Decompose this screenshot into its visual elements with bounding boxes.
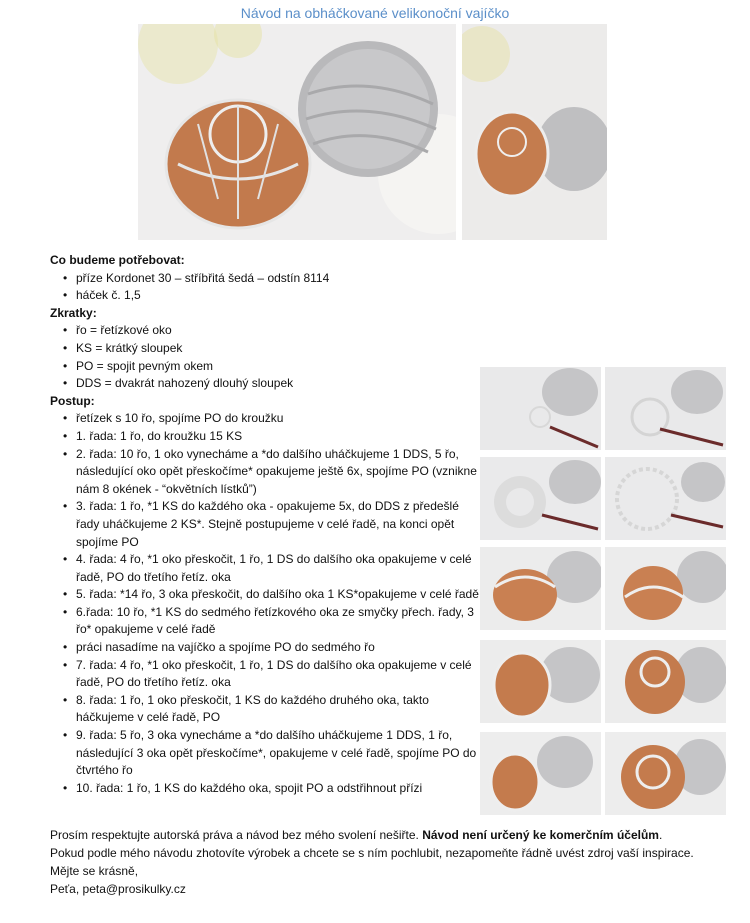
step-photo-10	[605, 732, 726, 815]
step-photo-2	[605, 367, 726, 450]
list-item: • řetízek s 10 řo, spojíme PO do kroužku	[76, 410, 480, 428]
list-item: • 10. řada: 1 řo, 1 KS do každého oka, spojit PO a odstřihnout přízi	[76, 780, 480, 798]
step-photo-5	[480, 547, 601, 630]
hero-photo-egg-and-yarn	[138, 24, 456, 240]
procedure-heading: Postup:	[50, 393, 95, 408]
list-item: • 5. řada: *14 řo, 3 oka přeskočit, do dalšího oka 1 KS*opakujeme v celé řadě	[76, 586, 480, 604]
materials-list	[50, 270, 480, 305]
instructions	[50, 252, 480, 797]
list-item: • 2. řada: 10 řo, 1 oko vynecháme a *do dalšího uháčkujeme 1 DDS, 5 řo, následující oko opět přeskočíme* opakujeme ještě 6x, spojíme PO (vznikne nám 8 okének - “okvětních lístků”)	[76, 446, 480, 499]
attribution-note: Pokud podle mého návodu zhotovíte výrobek a chcete se s ním pochlubit, nezapomeňte řádně uvést zdroj vaší inspirace.	[50, 846, 694, 860]
step-photo-4	[605, 457, 726, 540]
list-item: • 4. řada: 4 řo, *1 oko přeskočit, 1 řo, 1 DS do dalšího oka opakujeme v celé řadě, PO do třetího řetíz. oka	[76, 551, 480, 586]
step-photo-8	[605, 640, 726, 723]
materials-heading: Co budeme potřebovat:	[50, 253, 185, 267]
abbreviations-list	[50, 322, 480, 392]
step-photo-7	[480, 640, 601, 723]
copyright-end: .	[658, 828, 663, 842]
list-item: • 6.řada: 10 řo, *1 KS do sedmého řetízkového oka ze smyčky přech. řady, 3 řo* opakujeme v celé řadě	[76, 604, 480, 639]
step-photo-1	[480, 367, 601, 450]
list-item: • háček č. 1,5	[76, 287, 480, 305]
list-item: • příze Kordonet 30 – stříbřitá šedá – odstín 8114	[76, 270, 480, 288]
hero-photo-egg-small	[462, 24, 607, 240]
list-item: • PO = spojit pevným okem	[76, 358, 480, 376]
greeting: Mějte se krásně,	[50, 864, 139, 878]
signature: Peťa, peta@prosikulky.cz	[50, 882, 186, 896]
copyright-note	[50, 826, 730, 844]
list-item: • 7. řada: 4 řo, *1 oko přeskočit, 1 řo, 1 DS do dalšího oka opakujeme v celé řadě, PO do třetího řetíz. oka	[76, 657, 480, 692]
list-item: • 9. řada: 5 řo, 3 oka vynecháme a *do dalšího uháčkujeme 1 DDS, 1 řo, následující 3 oka opět přeskočíme*, opakujeme v celé řadě, spojíme PO do čtvrtého řo	[76, 727, 480, 780]
list-item: • práci nasadíme na vajíčko a spojíme PO do sedmého řo	[76, 639, 480, 657]
abbreviations-heading: Zkratky:	[50, 305, 97, 320]
list-item: • KS = krátký sloupek	[76, 340, 480, 358]
list-item: • 1. řada: 1 řo, do kroužku 15 KS	[76, 428, 480, 446]
copyright-text: Prosím respektujte autorská práva a návod bez mého svolení nešiřte.	[50, 828, 423, 842]
list-item: • 3. řada: 1 řo, *1 KS do každého oka - opakujeme 5x, do DDS z předešlé řady uháčkujeme 2 KS*. Stejně postupujeme v celé řadě, na konci opět spojíme PO	[76, 498, 480, 551]
step-photo-9	[480, 732, 601, 815]
list-item: • DDS = dvakrát nahozený dlouhý sloupek	[76, 375, 480, 393]
page-title: Návod na obháčkované velikonoční vajíčko	[240, 5, 510, 21]
list-item: • řo = řetízkové oko	[76, 322, 480, 340]
footer	[50, 826, 730, 898]
list-item: • 8. řada: 1 řo, 1 oko přeskočit, 1 KS do každého druhého oka, takto háčkujeme v celé řadě, PO	[76, 692, 480, 727]
non-commercial-note: Návod není určený ke komerčním účelům	[422, 828, 659, 842]
step-photo-6	[605, 547, 726, 630]
procedure-list	[50, 410, 480, 797]
step-photo-3	[480, 457, 601, 540]
